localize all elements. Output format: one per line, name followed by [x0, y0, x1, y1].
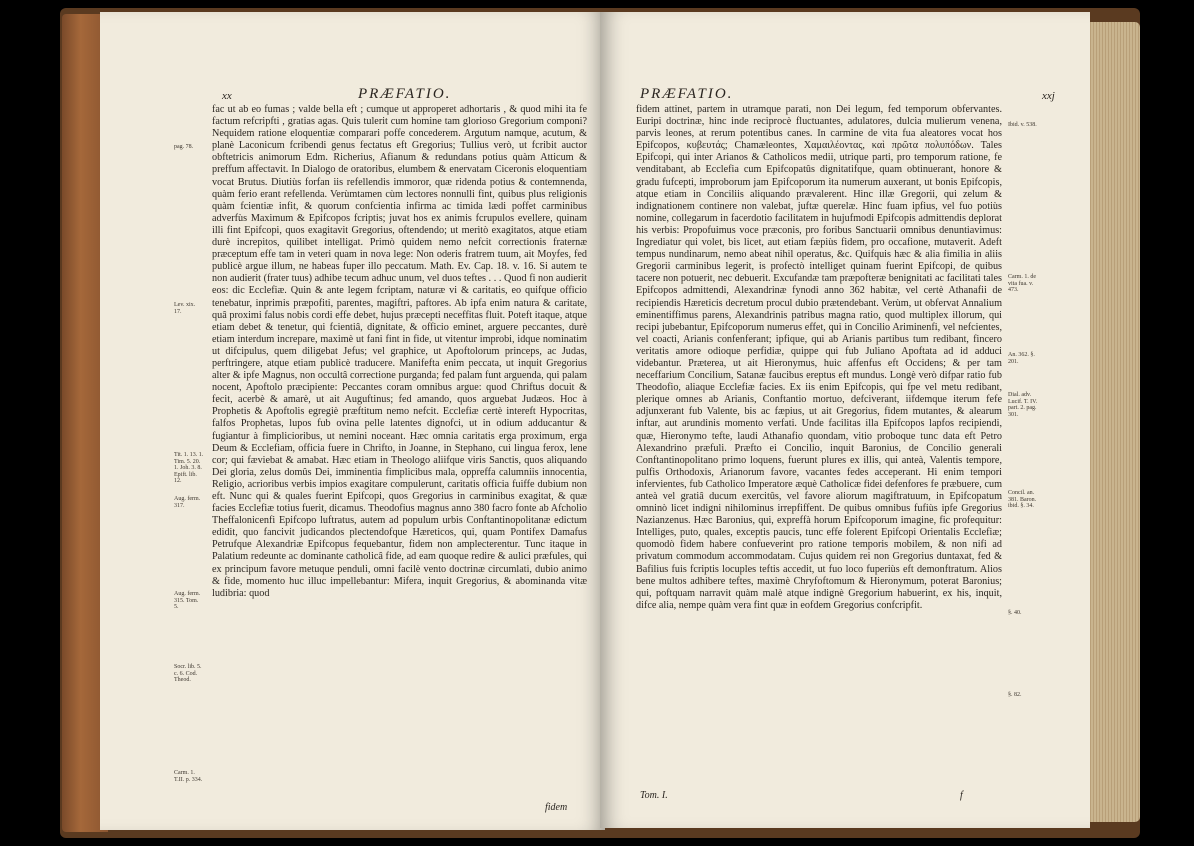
margin-note: §. 40.: [1008, 610, 1022, 616]
margin-note: Carm. 1. de vita fua. v. 473.: [1008, 274, 1036, 293]
margin-note: Ibid. v. 538.: [1008, 122, 1037, 128]
margin-note: An. 362. §. 201.: [1008, 352, 1035, 365]
right-running-head: PRÆFATIO.: [640, 86, 734, 102]
margin-note: Socr. lib. 5. c. 6. Cod. Theod.: [174, 664, 202, 683]
right-text-block: fidem attinet, partem in utramque parati, non Dei legum, fed temporum obfervantes. Euripi doctrinæ, hinc inde reciprocè fluctuantes, adulatores, dulcia mulierum venena, parvis leones, at rerum potentibus canes. In carmine de vita fua aleatores vocat hos Epifcopos, κυβευτάς; Chamæleontes, Χαμαιλέοντας, καὶ πρῶτα πολυπόδων. Tales Epifcopi, qui inter Arianos & Catholicos medii, utrique parti, pro temporum ratione, fe venditabant, ab Ecclefia cum Epifcopatûs dignitatifque, quam obtinuerant, honore & gradu fufcepti, improborum jam Epifcoporum ita numerum auxerant, ut bonis Epifcopis, atque etiam in Conciliis aliquando prævalerent. Hinc illæ Gregorii, qui zelum & indignationem continere non valebat, juftæ querelæ. Hinc fuam ipfius, vel fuo potiùs nomine, collegarum in facerdotio facilitatem in hujufmodi Epifcopis admittendis deplorat his verbis: Propofuimus voce præconis, pro foribus Sanctuarii omnibus denuntiavimus: Ingrediatur qui volet, bis licet, aut etiam fæpiùs fidem, pro occafione, mutaverit. Adeft tempus nundinarum, nemo abeat nihil operatus, &c. Quifquis hæc & alia fimilia in aliis Gregorii carminibus legerit, is profectò intelliget quinam fuerint Epifcopi, de quibus tacere non potuerit, nec debuerit. Excufandæ tam præpofteræ benignitati ac facilitati tales Epifcopos admittendi, Alexandrinæ fynodi anno 362 habitæ, vel certè Athanafii de recipiendis Hæreticis decretum procul dubio prætendebant. Verùm, ut obfervat Annalium eminentiffimus parens, Alexandrinis patribus magna ratio, quod multiplex illorum, qui recipi jubebantur, Epifcoporum numerus effet, qui in Concilio Ariminenfi, vel nefcientes, vel coacti, Arianis confenferant; ipfique, qui ab Arianis partibus tum redibant, fincero veritatis amore odioque perfidiæ, quippe qui fub Juliano Apoftata ad id adduci videbantur. Præterea, ut ait Hieronymus, huic affenfus eft Occidens; & per tam neceffarium Concilium, Satanæ faucibus ereptus eft mundus. Longè verò difpar ratio fub Theodofio, aliaque Ecclefiæ facies. Ex iis enim Epifcopis, qui fpe vel metu redibant, plerique omnes ab Arianis, Conftantio mortuo, defciverant, iifdemque iterum fefe adjunxerant fub Valente, bis ac fæpius, ut ait Gregorius, fidem mutantes, & alearum inftar, aut arundinis momento verfati. Unde facilitas illa Epifcopos lapfos recipiendi, quæ, Hieronymo tefte, laudi Athanafio quondam, vitio proboque tunc data eft Petro Alexandrino præfuli. Præfto ei Concilio, inquit Baronius, de Concilio generali Conftantinopolitano primo loquens, fuerunt plures ex illis, qui anteà, Valentis tempore, pulfis Orthodoxis, Arianorum favore, vacantes fedes acceperant. Hi enim tempori infervientes, fub Catholico Imperatore æquè Catholicæ fidei defenfores fe præbuere, cum anteà vel gratiâ ducum exercitûs, vel favore aliorum magiftratuum, in Epifcopatum omninò licet indigni nihilominus irrepfiffent. De quibus omnibus fufiùs ipfe Gregorius Nazianzenus. Hæc Baronius, qui, expreffà horum Epifcoporum imagine, fic profequitur: Intelliges, puto, quales, exceptis paucis, tunc effe folerent Epifcopi Orientalis Ecclefiæ; quomodò fidem habere confueverint pro ratione temporis mobilem, & non nifi ad privatum commodum accommodatam. Cujus quidem rei non Gregorius duntaxat, fed & Bafilius fuis fcriptis locuples teftis accedit, ut fuo loco fuperiùs eft demonftratum. Alios bene multos adhibere teftes, maximè Chryfoftomum & Hieronymum, poterat Baronius; qui, poftquam narravit quàm malè atque indignè Gregorium habuerint, ex his, inquit, difce alia, nempe quàm vera fint quæ in eofdem Gregorius confcripfit.: [636, 104, 1002, 611]
left-running-head: PRÆFATIO.: [358, 86, 452, 102]
margin-note: Tit. 1. 13. 1. Tim. 5. 20. 1. Joh. 3. 8. Epift. lib. 12.: [174, 452, 204, 484]
signature-mark: f: [960, 790, 963, 801]
margin-note: Carm. 1. T.II. p. 334.: [174, 770, 203, 783]
margin-note: §. 82.: [1008, 692, 1022, 698]
left-page: [100, 12, 605, 830]
catchword: fidem: [545, 802, 568, 813]
margin-note: pag. 78.: [174, 144, 194, 150]
signature-tome: Tom. I.: [640, 790, 668, 801]
margin-note: Aug. ferm. 315. Tom. 5.: [174, 591, 201, 610]
left-body-text: [212, 104, 587, 784]
margin-note: Aug. ferm. 317.: [174, 496, 201, 509]
right-page: [600, 12, 1090, 828]
margin-note: Concil. an. 381. Baron. ibid. §. 34.: [1008, 490, 1037, 509]
right-body-text: [636, 104, 1002, 784]
right-page-number: xxj: [1042, 90, 1055, 102]
left-text-block: fac ut ab eo fumas ; valde bella eft ; cumque ut approperet adhortaris , & quod mihi ita fe factum refcripfti , gratias agas. Quis tulerit cum homine tam glorioso Gregorium componi? Nequidem ratione eloquentiæ comparari poffe concederem. Argutum namque, acutum, & planè Laconicum fcribendi genus fectatus eft Gregorius; Tullius verò, ut fcribit auctor obftetricis animorum Edm. Richerius, Afianum & redundans potius quàm Atticum & preffum affectavit. In Dialogo de oratoribus, elumbem & enervatam Ciceronis eloquentiam vocat Brutus. Diutiùs forfan iis refellendis immoror, quæ ridenda potius & contemnenda, quàm ferio erant refellenda. Verùmtamen cùm lectores nonnulli fint, quibus plus religionis quàm fcientiæ infit, & quorum confcientia infirma ac timida lædi poffet carminibus adverfùs Maximum & Epifcopos fcriptis; juvat hos ex animis fcrupulos evellere, quinam illi fint Epifcopi, quos exagitavit Gregorius, oftendendo; ut meritò exagitatos, atque etiam durè increpitos, quilibet intelligat. Primò quidem nemo nefcit correctionis fraternæ præceptum effe tam in veteri quam in nova lege: Non oderis fratrem tuum, ait Moyfes, fed publicè argue illum, ne habeas fuper illo peccatum. Math. Ev. Cap. 18. v. 16. Si autem te non audierit (frater tuus) adhibe tecum adhuc unum, vel duos teftes . . . Quod fi non audierit eos: dic Ecclefiæ. Quin & ante legem fcriptam, naturæ vi & caritatis, eo quifque officio tenebatur, inprimis præpofiti, parentes, magiftri, paftores. Ab ipfa enim natura & caritate, quâ proximi falus nobis cordi effe debet, hujus præcepti neceffitas fluit. Poteft itaque, atque etiam debet & tenetur, qui fcientiâ, dignitate, & officio eminet, arguere peccantes, durè etiam interdum increpare, maximè ut fani fint in fide, ut vitentur improbi, idque nominatim ut difcipulus, quem diligebat Jefus; vel graphice, ut Apoftolorum princeps, ac Judas, perftringere, atque etiam publicè traducere. Manifefta enim peccata, ut inquit Gregorius alter & ipfe Magnus, non occultâ correctione purganda; fed palam funt arguenda, qui palam nocent, Apoftolo præcipiente: Peccantes coram omnibus argue: quod Chriftus docuit & fecit, acerbè & amarè, ut ait Auguftinus; fed amando, quos arguebat Judæos. Hoc à Prophetis & Apoftolis egregiè præftitum nemo nefcit. Ecclefiæ certè intereft Hypocritas, falfos Prophetas, lupos fub ovina pelle latentes dignofci, ut in odium adducantur & fugiantur à fimplicioribus, ut nemini noceant. Hæc omnia caritatis erga proximum, erga Deum & Ecclefiam, officia fuere in Chrifto, in Joanne, in Stephano, cui lingua ferox, lene cor; qui fæviebat & amabat. Hæc etiam in Theologo aliifque viris Sanctis, quos aliquando Dei gloria, zelus domûs Dei, imminentia fimplicibus mala, oppreffa calumniis innocentia, Religio, acrioribus verbis impios exagitare compulerunt, caritatis officia fuiffe dubium non eft. Nunc qui & quales fuerint Epifcopi, quos Gregorius in carminibus exagitat, & quæ facies Ecclefiæ totius fuerit, dicamus. Theodofius magnus anno 380 facro fonte ab Afcholio Theffalonicenfi Epifcopo luftratus, autem ad populum urbis Conftantinopolitanæ edictum edidit, quo fancivit judicandos plectendofque Hæreticos, qui, quam Pontifex Damafus Petrufque Alexandriæ Epifcopus fequebantur, fidem non amplecterentur. Tunc itaque in Palatium redeunte ac dominante catholicâ fide, ad eam quoque redire & aulici præfules, qui ex principum favore metuque penduli, omni facilè vento doctrinæ circumlati, dubio animo & fide, momento huc illuc impellebantur: Mifera, inquit Gregorius, & abominanda vitæ ludibria: quod: [212, 104, 587, 599]
page-block-edge: [1088, 22, 1140, 822]
left-page-number: xx: [222, 90, 232, 102]
margin-note: Lev. xix. 17.: [174, 302, 196, 315]
margin-note: Dial. adv. Lucif. T. IV. part. 2. pag. 301.: [1008, 392, 1038, 418]
